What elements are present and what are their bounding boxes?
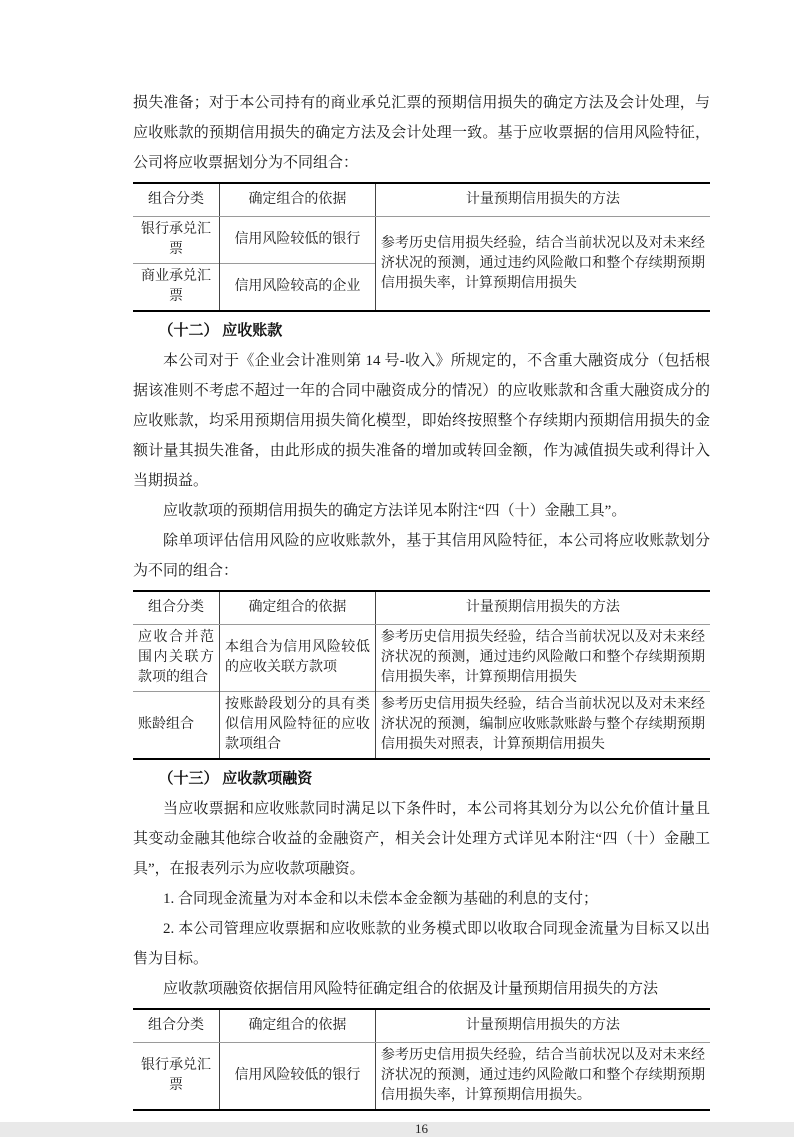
cell-portfolio-class: 账龄组合 (133, 692, 220, 760)
table-caption: 应收款项融资依据信用风险特征确定组合的依据及计量预期信用损失的方法 (163, 981, 659, 997)
receivables-financing-portfolio-table (133, 1008, 710, 1111)
section13-list-item: 1. 合同现金流量为对本金和以未偿本金金额为基础的利息的支付； (163, 891, 599, 907)
intro-paragraph: 损失准备；对于本公司持有的商业承兑汇票的预期信用损失的确定方法及会计处理，与应收账款的预期信用损失的确定方法及会计处理一致。基于应收票据的信用风险特征，公司将应收票据划分为不同组合： (133, 95, 710, 171)
cell-portfolio-class: 应收合并范围内关联方款项的组合 (138, 630, 215, 685)
table-row (133, 217, 710, 264)
cell-ecl-method: 参考历史信用损失经验，结合当前状况以及对未来经济状况的预测，通过违约风险敞口和整个存续期预期信用损失率，计算预期信用损失 (375, 625, 710, 692)
cell-portfolio-basis: 信用风险较低的银行 (220, 217, 376, 264)
header-cell-portfolio-class: 组合分类 (133, 591, 220, 625)
cell-portfolio-basis: 按账龄段划分的具有类似信用风险特征的应收款项组合 (220, 692, 376, 760)
cell-ecl-method-merged: 参考历史信用损失经验，结合当前状况以及对未来经济状况的预测，通过违约风险敞口和整个存续期预期信用损失率，计算预期信用损失 (375, 217, 710, 312)
table-header-row (133, 183, 710, 217)
section12-paragraph: 应收款项的预期信用损失的确定方法详见本附注“四（十）金融工具”。 (163, 503, 627, 519)
section13-list-item: 2. 本公司管理应收票据和应收账款的业务模式即以收取合同现金流量为目标又以出售为目标。 (133, 921, 710, 967)
header-cell-portfolio-class: 组合分类 (133, 183, 220, 217)
section-heading-accounts-receivable: （十二） 应收账款 (158, 323, 283, 339)
header-cell-portfolio-basis: 确定组合的依据 (220, 1009, 376, 1043)
cell-ecl-method: 参考历史信用损失经验，结合当前状况以及对未来经济状况的预测，编制应收账款账龄与整个存续期预期信用损失对照表，计算预期信用损失 (375, 692, 710, 760)
header-cell-portfolio-basis: 确定组合的依据 (220, 591, 376, 625)
cell-portfolio-class: 银行承兑汇票 (141, 1058, 212, 1093)
header-cell-ecl-method: 计量预期信用损失的方法 (375, 591, 710, 625)
header-cell-ecl-method: 计量预期信用损失的方法 (375, 183, 710, 217)
cell-portfolio-class: 商业承兑汇票 (133, 264, 220, 312)
cell-ecl-method: 参考历史信用损失经验，结合当前状况以及对未来经济状况的预测，通过违约风险敞口和整个存续期预期信用损失率，计算预期信用损失。 (375, 1043, 710, 1111)
table-row (133, 1043, 710, 1111)
cell-portfolio-basis: 信用风险较高的企业 (220, 264, 376, 312)
cell-portfolio-basis: 本组合为信用风险较低的应收关联方款项 (220, 625, 376, 692)
section13-paragraph: 当应收票据和应收账款同时满足以下条件时，本公司将其划分为以公允价值计量且其变动金融其他综合收益的金融资产，相关会计处理方式详见本附注“四（十）金融工具”，在报表列示为应收款项融资。 (133, 801, 710, 877)
header-cell-portfolio-class: 组合分类 (133, 1009, 220, 1043)
table-header-row (133, 591, 710, 625)
cell-portfolio-basis: 信用风险较低的银行 (220, 1043, 376, 1111)
section-heading-receivables-financing: （十三） 应收款项融资 (158, 771, 313, 787)
table-row (133, 692, 710, 760)
cell-portfolio-class: 银行承兑汇票 (141, 222, 212, 257)
table-header-row (133, 1009, 710, 1043)
section12-paragraph: 除单项评估信用风险的应收账款外，基于其信用风险特征，本公司将应收账款划分为不同的组合： (133, 533, 710, 579)
page-number: 16 (415, 1121, 428, 1136)
notes-receivable-portfolio-table (133, 182, 710, 312)
section12-paragraph: 本公司对于《企业会计准则第 14 号-收入》所规定的，不含重大融资成分（包括根据该准则不考虑不超过一年的合同中融资成分的情况）的应收账款和含重大融资成分的应收账款，均采用预期信用损失简化模型，即始终按照整个存续期内预期信用损失的金额计量其损失准备，由此形成的损失准备的增加或转回金额，作为减值损失或利得计入当期损益。 (133, 353, 710, 489)
table-row (133, 625, 710, 692)
header-cell-ecl-method: 计量预期信用损失的方法 (375, 1009, 710, 1043)
accounts-receivable-portfolio-table (133, 590, 710, 760)
header-cell-portfolio-basis: 确定组合的依据 (220, 183, 376, 217)
